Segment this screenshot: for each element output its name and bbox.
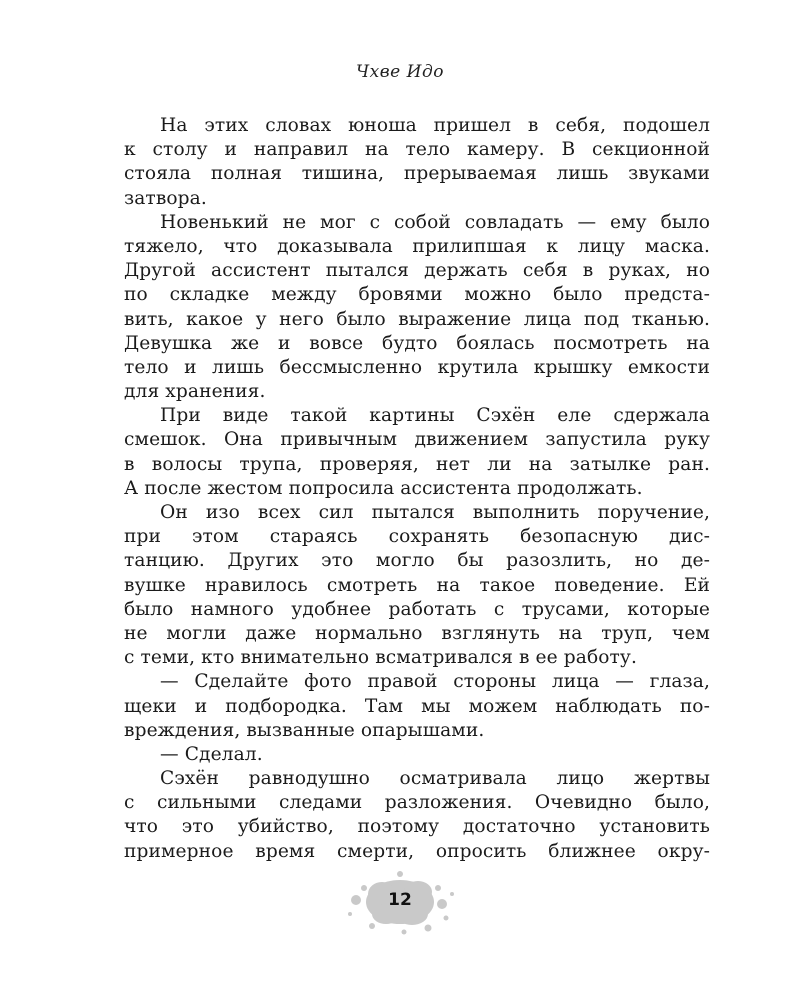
text-line: вушке нравилось смотреть на такое поведение. Ей xyxy=(124,574,710,596)
text-line: Новенький не мог с собой совладать — ему было xyxy=(160,211,710,233)
text-line: не могли даже нормально взглянуть на труп, чем xyxy=(124,622,710,644)
text-line: с сильными следами разложения. Очевидно было, xyxy=(124,792,710,814)
text-line: было намного удобнее работать с трусами, которые xyxy=(124,598,710,620)
running-title: Чхве Идо xyxy=(356,62,444,82)
text-line: стояла полная тишина, прерываемая лишь звуками xyxy=(124,163,710,185)
text-line: к столу и направил на тело камеру. В секционной xyxy=(124,139,710,161)
text-line: тело и лишь бессмысленно крутила крышку емкости xyxy=(124,356,710,378)
text-line: что это убийство, поэтому достаточно установить xyxy=(124,816,710,838)
text-line: затвора. xyxy=(124,187,207,209)
text-line: На этих словах юноша пришел в себя, подошел xyxy=(160,115,710,136)
page-number-badge xyxy=(342,868,458,938)
text-line: Сэхён равнодушно осматривала лицо жертвы xyxy=(160,768,710,790)
text-line: вреждения, вызванные опарышами. xyxy=(124,719,485,741)
text-line: по складке между бровями можно было предста- xyxy=(124,284,710,306)
text-line: тяжело, что доказывала прилипшая к лицу маска. xyxy=(124,235,710,257)
body-text xyxy=(124,114,710,864)
text-line: при этом стараясь сохранять безопасную дис- xyxy=(124,526,710,548)
text-line: для хранения. xyxy=(124,381,266,403)
text-line: танцию. Других это могло бы разозлить, но де- xyxy=(124,550,710,572)
text-line: примерное время смерти, опросить ближнее окру- xyxy=(124,840,710,862)
text-line: щеки и подбородка. Там мы можем наблюдать по- xyxy=(124,695,710,717)
text-line: в волосы трупа, проверяя, нет ли на затылке ран. xyxy=(124,453,710,475)
page-number: 12 xyxy=(388,890,412,910)
text-line: — Сделайте фото правой стороны лица — глаза, xyxy=(160,671,710,693)
text-line: А после жестом попросила ассистента продолжать. xyxy=(124,477,643,499)
text-line: Девушка же и вовсе будто боялась посмотреть на xyxy=(124,332,710,354)
text-line: смешок. Она привычным движением запустила руку xyxy=(124,429,710,451)
text-line: с теми, кто внимательно всматривался в ее работу. xyxy=(124,647,637,669)
text-line: Другой ассистент пытался держать себя в руках, но xyxy=(124,260,710,282)
text-line: Он изо всех сил пытался выполнить поручение, xyxy=(160,502,710,523)
text-line: При виде такой картины Сэхён еле сдержала xyxy=(160,405,710,427)
text-line: вить, какое у него было выражение лица под тканью. xyxy=(124,308,710,330)
text-line: — Сделал. xyxy=(160,743,263,765)
